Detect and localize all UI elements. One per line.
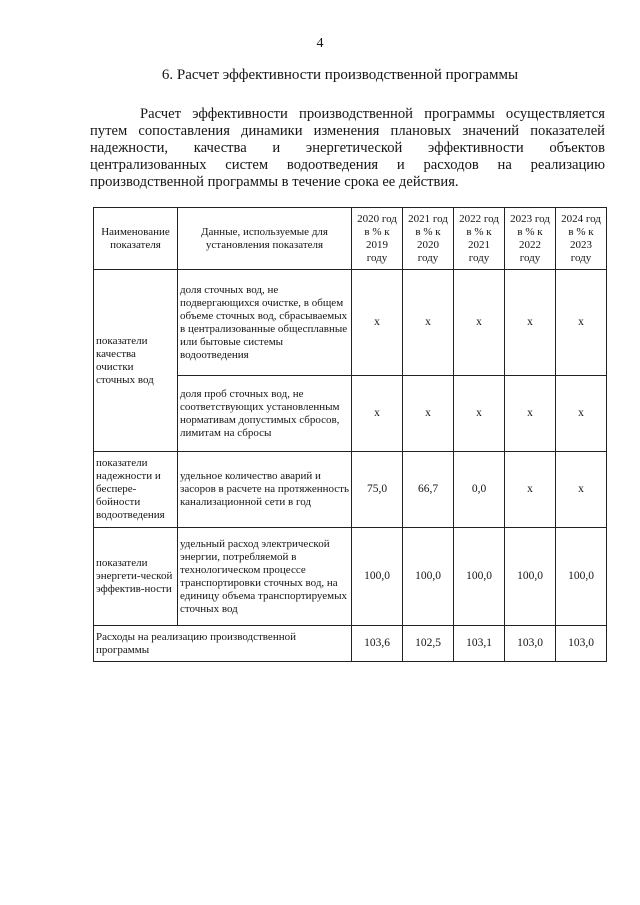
data-cell: удельное количество аварий и засоров в расчете на протяженность канализационной сети в год [178, 452, 352, 528]
value-cell: х [556, 452, 607, 528]
totals-value: 103,0 [505, 626, 556, 662]
value-cell: 100,0 [556, 528, 607, 626]
header-year-2023: 2023 год в % к 2022 году [505, 208, 556, 270]
value-cell: х [556, 376, 607, 452]
totals-value: 102,5 [403, 626, 454, 662]
intro-text: Расчет эффективности производственной программы осуществляется путем сопоставления динамики изменения плановых значений показателей надежности, качества и энергетической эффективности объектов централизованных систем водоотведения и расходов на реализацию производственной программы в течение срока ее действия. [90, 106, 605, 190]
value-cell: 100,0 [454, 528, 505, 626]
header-year-2024: 2024 год в % к 2023 году [556, 208, 607, 270]
value-cell: х [352, 270, 403, 376]
value-cell: 100,0 [403, 528, 454, 626]
indicator-quality: показатели качества очистки сточных вод [94, 270, 178, 452]
header-year-2022: 2022 год в % к 2021 году [454, 208, 505, 270]
totals-value: 103,6 [352, 626, 403, 662]
data-cell: удельный расход электрической энергии, потребляемой в технологическом процессе транспортировки сточных вод, на единицу объема транспортируемых сточных вод [178, 528, 352, 626]
value-cell: 75,0 [352, 452, 403, 528]
value-cell: х [505, 452, 556, 528]
totals-value: 103,1 [454, 626, 505, 662]
value-cell: х [505, 376, 556, 452]
data-cell: доля проб сточных вод, не соответствующих установленным нормативам допустимых сбросов, лимитам на сбросы [178, 376, 352, 452]
value-cell: х [352, 376, 403, 452]
totals-label: Расходы на реализацию производственной программы [94, 626, 352, 662]
value-cell: х [454, 270, 505, 376]
value-cell: х [403, 270, 454, 376]
value-cell: х [556, 270, 607, 376]
value-cell: 66,7 [403, 452, 454, 528]
data-cell: доля сточных вод, не подвергающихся очистке, в общем объеме сточных вод, сбрасываемых в централизованные общесплавные или бытовые системы водоотведения [178, 270, 352, 376]
value-cell: 100,0 [505, 528, 556, 626]
value-cell: х [505, 270, 556, 376]
value-cell: х [454, 376, 505, 452]
header-name: Наименование показателя [94, 208, 178, 270]
value-cell: 100,0 [352, 528, 403, 626]
value-cell: 0,0 [454, 452, 505, 528]
page-number: 4 [316, 36, 324, 51]
value-cell: х [403, 376, 454, 452]
header-data: Данные, используемые для установления показателя [178, 208, 352, 270]
table-header-row [94, 208, 607, 270]
table-row [94, 452, 607, 528]
totals-row [94, 626, 607, 662]
intro-paragraph [90, 106, 605, 191]
section-title: 6. Расчет эффективности производственной программы [161, 67, 519, 83]
table-row [94, 270, 607, 376]
totals-value: 103,0 [556, 626, 607, 662]
table-row [94, 528, 607, 626]
header-year-2021: 2021 год в % к 2020 году [403, 208, 454, 270]
indicator-reliability: показатели надежности и беспере-бойности водоотведения [94, 452, 178, 528]
performance-table [93, 207, 607, 662]
indicator-energy: показатели энергети-ческой эффектив-ности [94, 528, 178, 626]
header-year-2020: 2020 год в % к 2019 году [352, 208, 403, 270]
